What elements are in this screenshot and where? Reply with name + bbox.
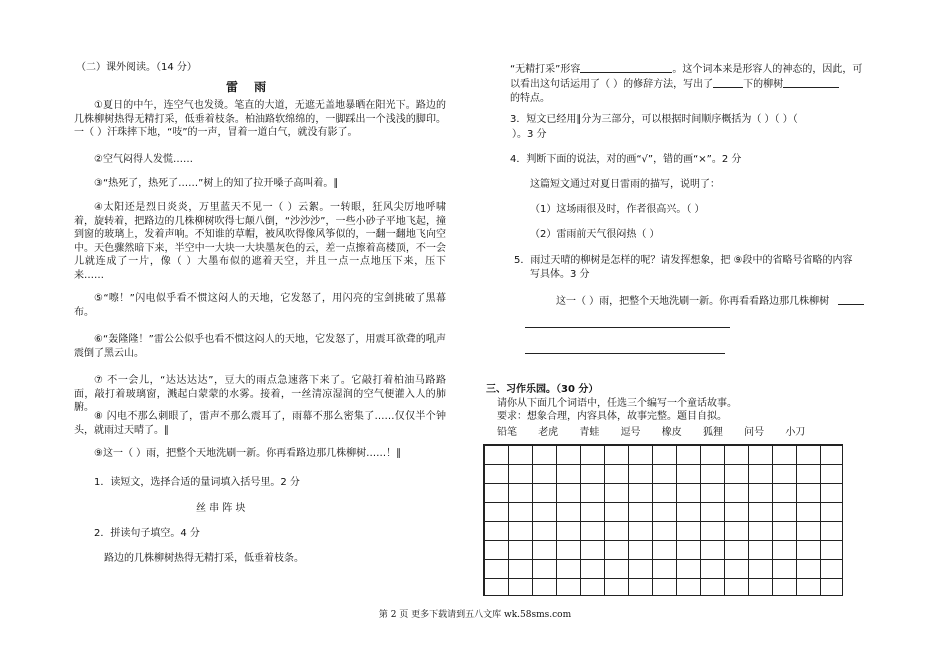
word-item: 铅笔: [497, 427, 517, 438]
question-4-item-2: （2）雷雨前天气很闷热（ ）: [530, 229, 660, 240]
question-5-line-2: 写具体。3 分: [530, 269, 590, 280]
word-item: 小刀: [785, 427, 806, 438]
q2-line1-start: “无精打采”形容: [510, 64, 581, 75]
word-item: 逗号: [620, 427, 641, 438]
question-3: 3．短文已经用∥分为三部分，可以根据时间顺序概括为（ ）（ ）（: [510, 114, 798, 125]
answer-blank[interactable]: [713, 76, 743, 88]
paragraph-3: ③“热死了，热死了……”树上的知了拉开嗓子高叫着。∥: [94, 178, 339, 189]
paragraph-9: ⑨这一（ ）雨，把整个天地洗刷一新。你再看路边那几株柳树……！∥: [94, 448, 402, 459]
writing-grid[interactable]: [483, 444, 843, 596]
paragraph-4: ④太阳还是烈日炎炎，万里蓝天不见一（ ）云絮。一转眼，狂风尖厉地呼啸着，旋转着，把路边的几株柳树吹得七颠八倒，“沙沙沙”，一些小砂子平地飞起，撞到窗的玻璃上，发着声响。不知谁的草帽，被风吹得像风筝似的，一翻一翻地飞向空中。天色骤然暗下来，半空中一大块一大块墨灰色的云，差一点擦着高楼顶，不一会儿就连成了一片，像（ ）大墨布似的遮着天空，并且一点一点地压下来，压下来……: [74, 202, 446, 281]
question-4-intro: 这篇短文通过对夏日雷雨的描写，说明了：: [530, 179, 720, 190]
paragraph-8: ⑧ 闪电不那么刺眼了，雷声不那么震耳了，雨幕不那么密集了……仅仅半个钟头，就雨过天晴了。∥: [74, 411, 446, 436]
question-4-item-1: （1）这场雨很及时，作者很高兴。（ ）: [530, 204, 705, 215]
page-footer: 第 2 页 更多下载请到五八文库 wk.58sms.com: [378, 610, 572, 620]
question-5: 5．雨过天晴的柳树是怎样的呢？请发挥想象，把 ⑨段中的省略号省略的内容: [514, 255, 853, 266]
q2-line1-end: 。这个词本来是形容人的神态的，因此，可: [672, 64, 863, 75]
question-1-words: 丝 串 阵 块: [196, 503, 246, 514]
q2-line2-end: 下的柳树: [743, 79, 784, 90]
q2-continued-line-3: 的特点。: [510, 93, 550, 104]
section-heading: （二）课外阅读。（14 分）: [76, 62, 197, 73]
word-item: 狐狸: [702, 427, 723, 438]
word-item: 青蛙: [579, 427, 600, 438]
q2-line2-start: 以看出这句话运用了（ ）的修辞方法，写出了: [510, 79, 714, 90]
answer-blank[interactable]: [783, 76, 839, 88]
question-1: 1．读短文，选择合适的量词填入括号里。2 分: [94, 477, 300, 488]
word-item: 老虎: [538, 427, 559, 438]
paragraph-2: ②空气闷得人发慌……: [94, 154, 193, 165]
article-title: 雷 雨: [226, 80, 273, 94]
part-3-title: 三、习作乐园。（30 分）: [486, 384, 599, 395]
answer-blank[interactable]: [838, 293, 864, 305]
paragraph-1: ①夏日的中午，连空气也发烫。笔直的大道，无遮无盖地暴晒在阳光下。路边的几株柳树热得无精打采，低垂着枝条。柏油路软绵绵的，一脚踩出一个浅浅的脚印。一（ ）汗珠摔下地，“吱”的一声，冒着一道白气，就没有影了。: [74, 100, 446, 139]
question-5-sentence-text: 这一（ ）雨，把整个天地洗刷一新。你再看看路边那几株柳树: [556, 296, 830, 307]
question-3-end: ）。3 分: [512, 129, 547, 140]
answer-blank[interactable]: [580, 61, 672, 73]
word-item: 橡皮: [661, 427, 682, 438]
part-3-instruction-2: 要求：想象合理，内容具体，故事完整。题目自拟。: [497, 411, 727, 422]
part-3-instruction-1: 请你从下面几个词语中，任选三个编写一个童话故事。: [497, 398, 737, 409]
paragraph-5: ⑤“嚓！”闪电似乎看不惯这闷人的天地，它发怒了，用闪亮的宝剑挑破了黑幕布。: [74, 293, 446, 318]
writing-line[interactable]: [525, 327, 730, 328]
question-5-sentence: [556, 293, 864, 308]
question-2-sentence: 路边的几株柳树热得无精打采，低垂着枝条。: [104, 553, 304, 564]
paragraph-7: ⑦ 不一会儿，“达达达达”，豆大的雨点急速落下来了。它敲打着柏油马路路面，敲打着玻璃窗，溅起白蒙蒙的水雾。接着，一丝清凉湿润的空气便灌入人的肺腑。: [74, 375, 446, 414]
word-item: 问号: [744, 427, 765, 438]
q2-continued-line-1: [510, 61, 862, 76]
question-2: 2．拼读句子填空。4 分: [94, 528, 200, 539]
word-list: [497, 423, 823, 438]
paragraph-6: ⑥“轰隆隆！”雷公公似乎也看不惯这闷人的天地，它发怒了，用震耳欲聋的吼声震倒了黑云山。: [74, 334, 446, 359]
q2-continued-line-2: [510, 76, 839, 91]
question-4: 4．判断下面的说法，对的画“√”，错的画“×”。2 分: [510, 154, 742, 165]
writing-line[interactable]: [525, 353, 725, 354]
